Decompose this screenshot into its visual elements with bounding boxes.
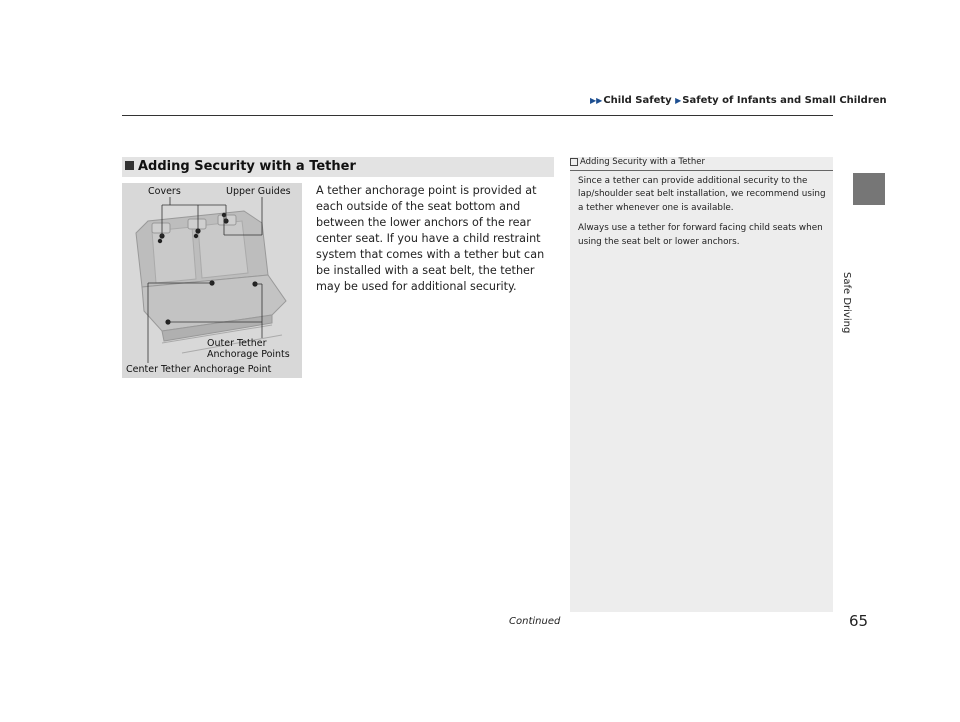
label-outer-tether-line1: Outer Tether — [207, 338, 267, 349]
notes-paragraph: Always use a tether for forward facing child seats when using the seat belt or lower anchors. — [578, 223, 823, 247]
chapter-tab-marker — [853, 173, 885, 205]
chapter-tab-label: Safe Driving — [841, 272, 852, 334]
label-center-tether: Center Tether Anchorage Point — [126, 364, 272, 375]
note-reference-icon — [570, 158, 578, 166]
notes-divider — [570, 170, 833, 171]
breadcrumb-item-safety-infants[interactable]: Safety of Infants and Small Children — [682, 95, 887, 106]
square-bullet-icon — [125, 161, 134, 170]
section-title — [125, 159, 356, 174]
notes-title-text: Adding Security with a Tether — [580, 157, 705, 167]
notes-paragraph: Since a tether can provide additional security to the lap/shoulder seat belt installation, we recommend using a tether whenever one is available. — [578, 176, 826, 213]
section-title-text: Adding Security with a Tether — [138, 159, 356, 174]
label-covers: Covers — [148, 186, 181, 197]
label-outer-tether-line2: Anchorage Points — [207, 349, 290, 360]
continued-label: Continued — [509, 616, 561, 627]
breadcrumb — [590, 95, 887, 106]
breadcrumb-arrow-icon: ▶▶ — [590, 96, 603, 105]
breadcrumb-arrow-icon: ▶ — [675, 96, 682, 105]
notes-body — [578, 175, 828, 256]
header-divider — [122, 115, 833, 116]
rear-seat-illustration — [122, 183, 302, 378]
page-number: 65 — [849, 612, 869, 630]
notes-title — [570, 157, 705, 167]
breadcrumb-item-child-safety[interactable]: Child Safety — [603, 95, 672, 106]
label-upper-guides: Upper Guides — [226, 186, 291, 197]
section-body-text: A tether anchorage point is provided at each outside of the seat bottom and between the lower anchors of the rear center seat. If you have a child restraint system that comes with a tether but can be installed with a seat belt, the tether may be used for additional security. — [316, 184, 545, 293]
